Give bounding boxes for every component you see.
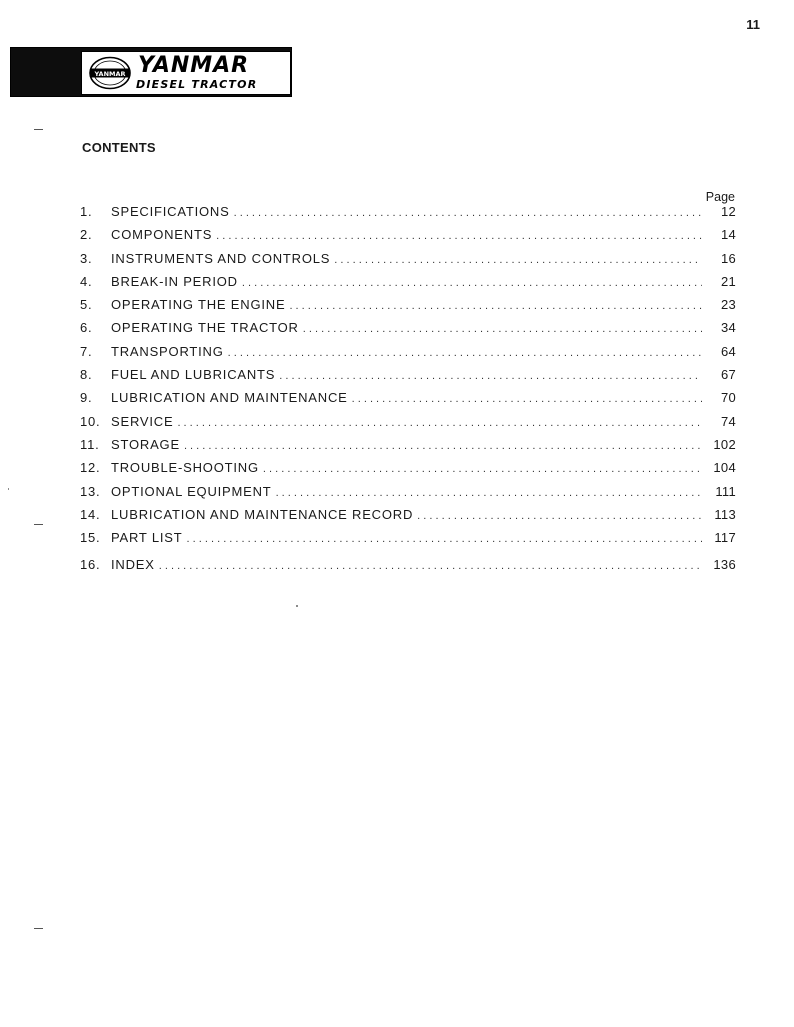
toc-entry-number: 13. — [80, 483, 101, 499]
toc-entry-title: OPERATING THE TRACTOR — [111, 320, 299, 336]
toc-entry-number: 3. — [80, 250, 93, 266]
page-column-label: Page — [705, 190, 735, 204]
dot-leader — [289, 297, 702, 312]
contents-heading: CONTENTS — [82, 140, 156, 155]
toc-entry[interactable] — [80, 367, 736, 390]
dot-leader — [334, 251, 702, 266]
toc-entry-page: 23 — [720, 297, 736, 313]
toc-entry-number: 12. — [80, 460, 101, 476]
toc-entry-number: 1. — [80, 204, 93, 219]
toc-entry-number: 16. — [80, 557, 101, 573]
toc-entry[interactable] — [80, 530, 736, 553]
toc-entry-title: FUEL AND LUBRICANTS — [111, 367, 276, 383]
dot-leader — [242, 274, 702, 289]
toc-entry[interactable] — [80, 297, 736, 320]
toc-entry-number: 11. — [80, 436, 100, 452]
yanmar-logo — [10, 47, 292, 97]
toc-entry-page: 74 — [720, 413, 736, 429]
toc-entry[interactable] — [80, 460, 736, 483]
toc-entry-title: TRANSPORTING — [111, 343, 224, 359]
page-number: 11 — [746, 17, 760, 32]
dot-leader — [352, 390, 702, 405]
scan-speck — [8, 488, 9, 490]
toc-entry-page: 21 — [720, 273, 736, 289]
toc-entry-title: INSTRUMENTS AND CONTROLS — [111, 250, 331, 266]
dot-leader — [216, 227, 702, 242]
toc-entry-number: 14. — [80, 506, 101, 522]
binder-mark — [34, 928, 43, 929]
toc-entry-title: INDEX — [111, 557, 155, 573]
toc-entry-number: 5. — [80, 297, 93, 313]
toc-entry-title: BREAK-IN PERIOD — [111, 273, 238, 289]
dot-leader — [159, 557, 702, 572]
toc-entry-number: 4. — [80, 273, 93, 289]
dot-leader — [184, 437, 702, 452]
toc-entry-title: OPTIONAL EQUIPMENT — [111, 483, 272, 499]
toc-entry-title: LUBRICATION AND MAINTENANCE — [111, 390, 348, 406]
toc-entry-page: 16 — [720, 250, 736, 266]
toc-entry-page: 104 — [713, 460, 736, 476]
toc-entry-number: 15. — [80, 530, 101, 546]
binder-mark — [34, 524, 43, 525]
toc-entry-number: 10. — [80, 413, 101, 429]
logo-panel — [81, 51, 291, 95]
toc-entry[interactable] — [80, 557, 736, 580]
emblem-text: YANMAR — [94, 70, 126, 78]
toc-entry-title: TROUBLE-SHOOTING — [111, 460, 259, 476]
dot-leader — [228, 344, 702, 359]
toc-entry[interactable] — [80, 320, 736, 343]
toc-entry-title: SERVICE — [111, 413, 174, 429]
dot-leader — [234, 204, 702, 219]
toc-entry-number: 6. — [80, 320, 93, 336]
toc-entry-title: OPERATING THE ENGINE — [111, 297, 286, 313]
toc-entry[interactable] — [80, 204, 736, 227]
toc-entry-number: 7. — [80, 343, 93, 359]
toc-entry[interactable] — [80, 484, 736, 507]
yanmar-emblem-icon — [88, 56, 132, 90]
toc-entry-number: 8. — [80, 367, 93, 383]
dot-leader — [279, 367, 702, 382]
toc-entry[interactable] — [80, 227, 736, 250]
binder-mark — [34, 129, 43, 130]
toc-entry[interactable] — [80, 437, 736, 460]
toc-entry[interactable] — [80, 507, 736, 530]
toc-entry-title: SPECIFICATIONS — [111, 204, 230, 219]
toc-entry-page: 70 — [720, 390, 736, 406]
toc-entry-title: PART LIST — [111, 530, 183, 546]
toc-entry[interactable] — [80, 251, 736, 274]
toc-entry-title: LUBRICATION AND MAINTENANCE RECORD — [111, 506, 414, 522]
toc-entry-page: 111 — [715, 483, 736, 499]
dot-leader — [417, 507, 702, 522]
dot-leader — [276, 484, 702, 499]
toc-entry-page: 117 — [714, 530, 736, 546]
toc-entry[interactable] — [80, 344, 736, 367]
dot-leader — [303, 320, 702, 335]
dot-leader — [187, 530, 702, 545]
toc-entry-page: 12 — [720, 204, 736, 219]
toc-entry-page: 136 — [713, 557, 736, 573]
toc-entry-page: 34 — [720, 320, 736, 336]
toc-entry-page: 113 — [714, 506, 736, 522]
toc-entry-page: 14 — [720, 227, 736, 243]
toc-entry-page: 64 — [720, 343, 736, 359]
toc-entry[interactable] — [80, 414, 736, 437]
toc-entry-number: 2. — [80, 227, 93, 243]
scan-speck — [296, 605, 298, 607]
logo-subtitle: DIESEL TRACTOR — [136, 78, 258, 91]
toc-entry-page: 102 — [713, 436, 736, 452]
dot-leader — [177, 414, 702, 429]
table-of-contents — [80, 204, 736, 581]
logo-brand: YANMAR — [138, 53, 250, 78]
toc-entry-title: COMPONENTS — [111, 227, 213, 243]
dot-leader — [263, 460, 702, 475]
toc-entry[interactable] — [80, 274, 736, 297]
toc-entry[interactable] — [80, 390, 736, 413]
toc-entry-page: 67 — [720, 367, 736, 383]
toc-entry-number: 9. — [80, 390, 93, 406]
toc-entry-title: STORAGE — [111, 436, 180, 452]
